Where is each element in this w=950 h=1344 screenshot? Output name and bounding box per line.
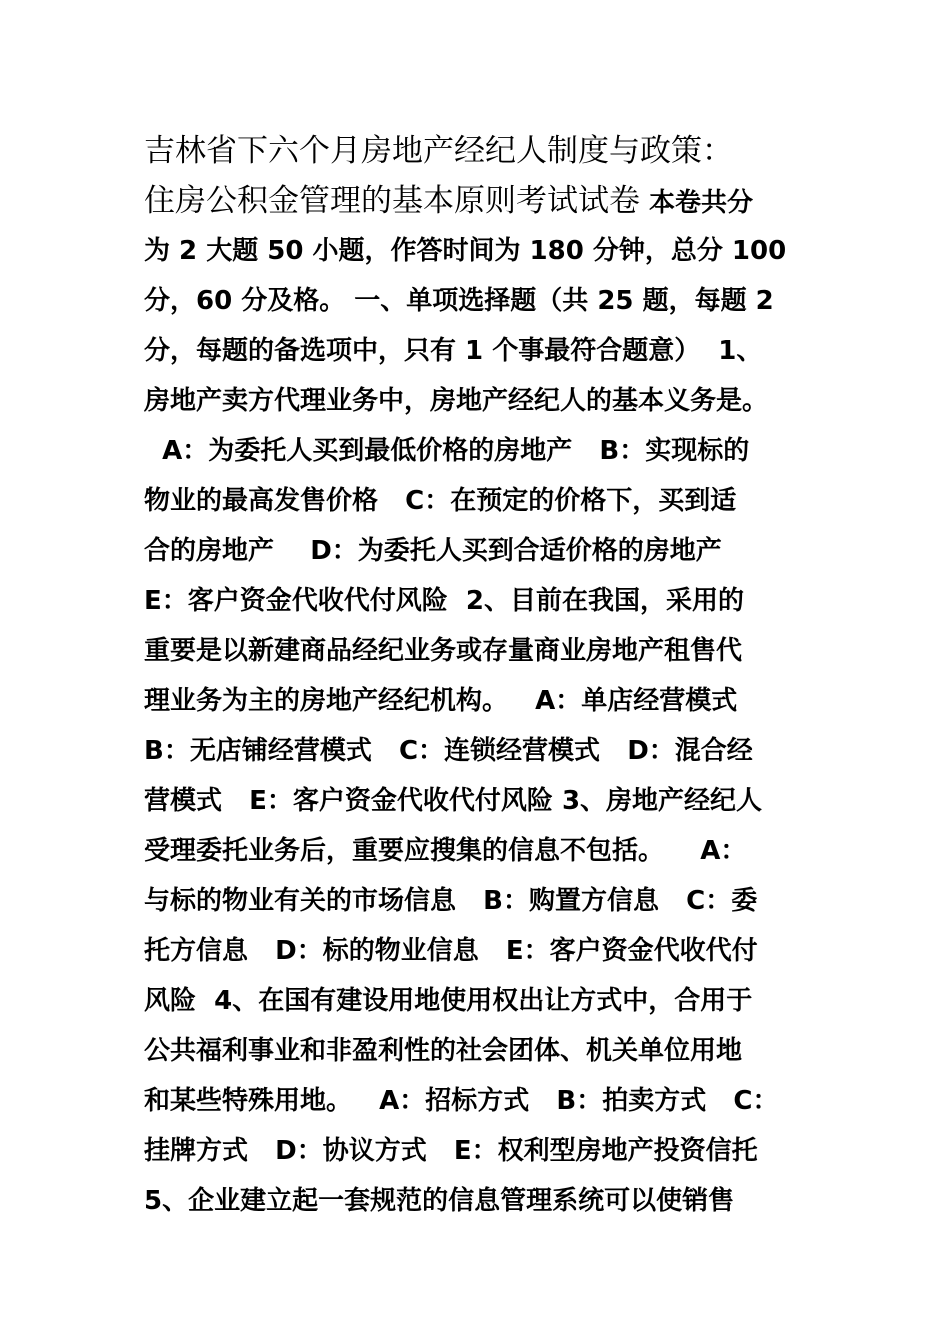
text-line: 分，每题的备选项中，只有 1 个事最符合题意） 1、: [144, 336, 763, 366]
document-title-text: 住房公积金管理的基本原则考试试卷: [144, 183, 640, 219]
text-line: 为 2 大题 50 小题，作答时间为 180 分钟，总分 100: [144, 236, 787, 266]
document-body: [144, 126, 824, 1226]
text-line: 理业务为主的房地产经纪机构。 A：单店经营模式: [144, 686, 738, 716]
text-line: 5、企业建立起一套规范的信息管理系统可以使销售: [144, 1186, 735, 1216]
text-line: 物业的最高发售价格 C：在预定的价格下，买到适: [144, 486, 737, 516]
text-line: A：为委托人买到最低价格的房地产 B：实现标的: [144, 436, 750, 466]
text-line: 受理委托业务后，重要应搜集的信息不包括。 A：: [144, 836, 747, 866]
text-line: 公共福利事业和非盈利性的社会团体、机关单位用地: [144, 1036, 743, 1066]
text-line: 和某些特殊用地。 A：招标方式 B：拍卖方式 C：: [144, 1086, 779, 1116]
text-line: 挂牌方式 D：协议方式 E：权利型房地产投资信托: [144, 1136, 758, 1166]
text-line: E：客户资金代收代付风险 2、目前在我国，采用的: [144, 586, 744, 616]
text-line: 与标的物业有关的市场信息 B：购置方信息 C：委: [144, 886, 758, 916]
text-line: 重要是以新建商品经纪业务或存量商业房地产租售代: [144, 636, 743, 666]
text-line: 托方信息 D：标的物业信息 E：客户资金代收代付: [144, 936, 758, 966]
text-line: 风险 4、在国有建设用地使用权出让方式中，合用于: [144, 986, 753, 1016]
text-line: 合的房地产 D：为委托人买到合适价格的房地产: [144, 536, 722, 566]
document-intro-start: 本卷共分: [640, 188, 754, 218]
text-line: 营模式 E：客户资金代收代付风险 3、房地产经纪人: [144, 786, 763, 816]
document-title-line-1: 吉林省下六个月房地产经纪人制度与政策：: [144, 133, 733, 169]
text-line: 房地产卖方代理业务中，房地产经纪人的基本义务是。: [144, 386, 769, 416]
document-title-line-2: [144, 176, 824, 226]
text-line: B：无店铺经营模式 C：连锁经营模式 D：混合经: [144, 736, 753, 766]
text-line: 分，60 分及格。 一、单项选择题（共 25 题，每题 2: [144, 286, 774, 316]
